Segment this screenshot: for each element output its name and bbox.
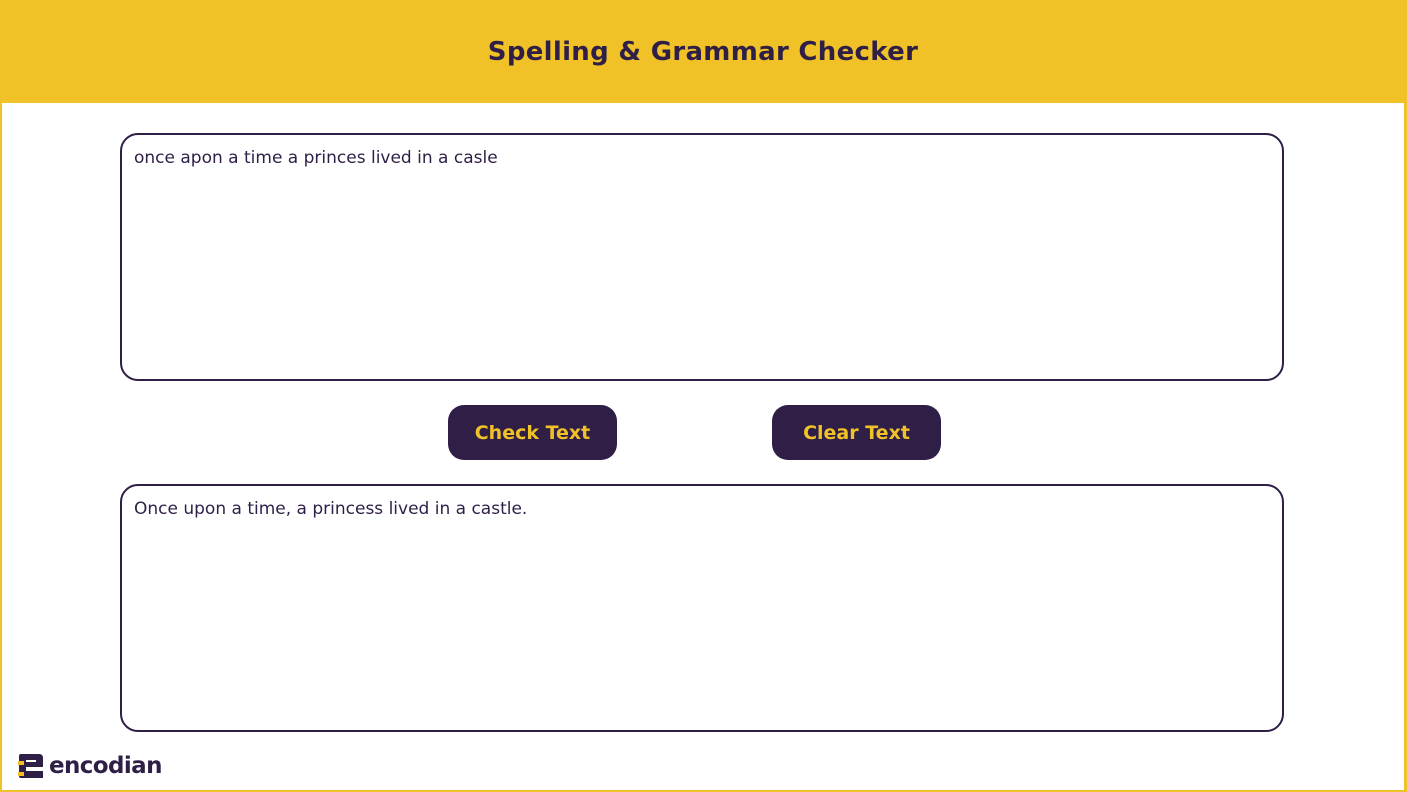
input-text-area[interactable]: once apon a time a princes lived in a casle: [120, 133, 1284, 381]
check-text-button[interactable]: Check Text: [448, 405, 617, 460]
encodian-e-icon: [17, 753, 45, 779]
clear-text-button[interactable]: Clear Text: [772, 405, 941, 460]
page-title: Spelling & Grammar Checker: [487, 36, 919, 67]
brand-name: encodian: [49, 753, 162, 779]
output-text-area[interactable]: Once upon a time, a princess lived in a castle.: [120, 484, 1284, 732]
header-bar: [2, 0, 1404, 103]
brand-logo: [17, 752, 162, 780]
